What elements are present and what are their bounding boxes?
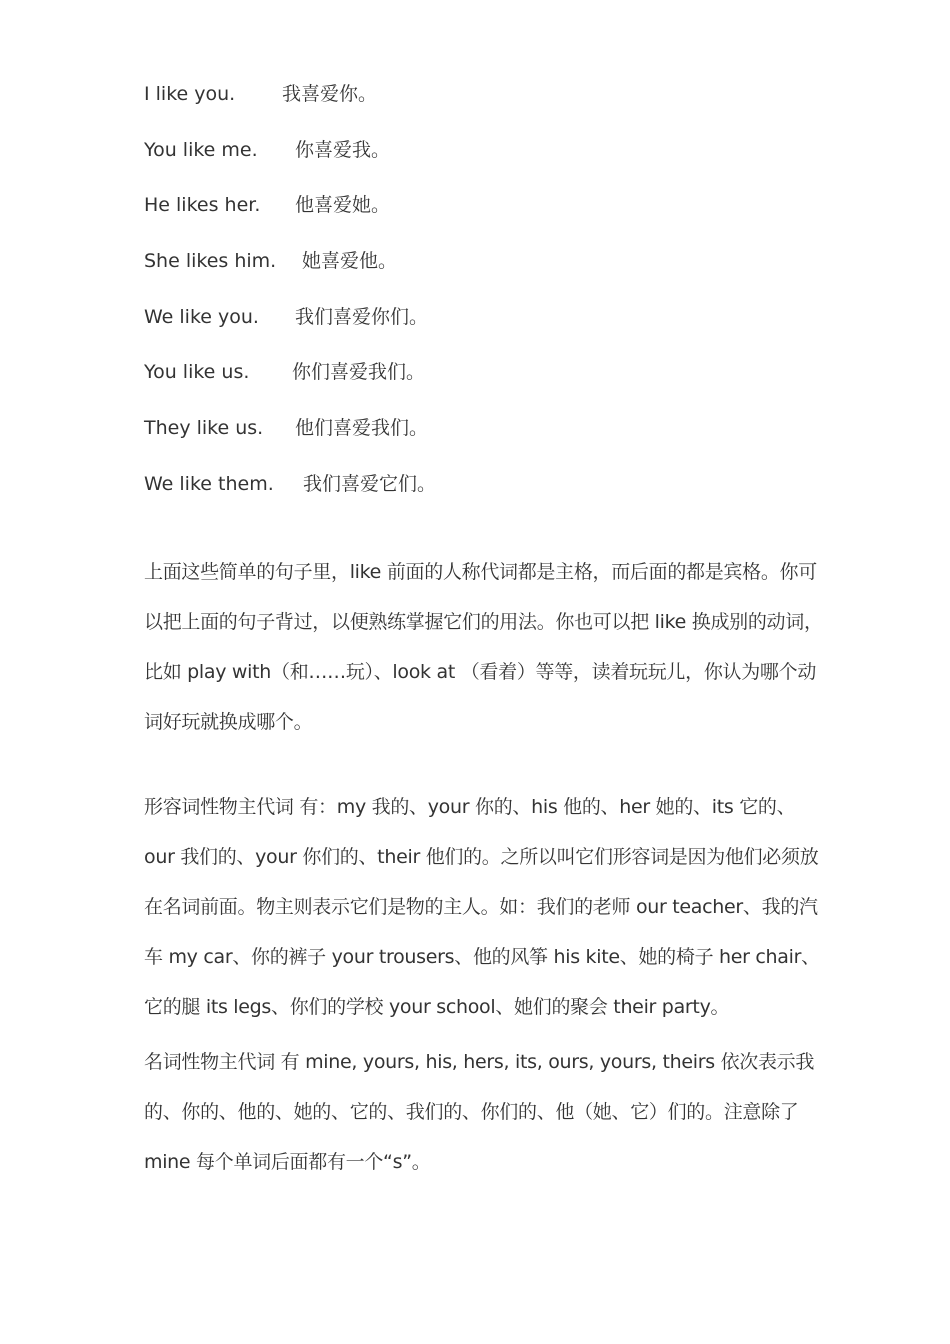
english-sentence: He likes her. xyxy=(144,194,261,217)
example-sentence xyxy=(144,356,824,412)
example-sentence xyxy=(144,245,824,301)
adjective-possessive-paragraph: 形容词性物主代词 有：my 我的、your 你的、his 他的、her 她的、its 它的、our 我们的、your 你们的、their 他们的。之所以叫它们形容词是因为他们必须放在名词前面。物主则表示它们是物的主人。如：我们的老师 our teacher、我的汽车 my car、你的裤子 your trousers、他的风筝 his kite、她的椅子 her chair、它的腿 its legs、你们的学校 your school、她们的聚会 their party。 xyxy=(144,796,820,1018)
chinese-translation: 他们喜爱我们。 xyxy=(295,417,429,440)
example-sentence xyxy=(144,301,824,357)
chinese-translation: 我喜爱你。 xyxy=(282,83,378,105)
english-sentence: She likes him. xyxy=(144,250,277,273)
chinese-translation: 他喜爱她。 xyxy=(295,194,391,217)
chinese-translation: 你们喜爱我们。 xyxy=(292,361,426,384)
english-sentence: You like us. xyxy=(144,361,250,384)
english-sentence: We like you. xyxy=(144,305,259,328)
chinese-translation: 我们喜爱你们。 xyxy=(295,305,429,328)
example-sentence xyxy=(144,78,824,134)
english-sentence: You like me. xyxy=(144,138,258,161)
example-sentence xyxy=(144,468,824,524)
chinese-translation: 她喜爱他。 xyxy=(302,250,398,273)
example-sentence xyxy=(144,189,824,245)
english-sentence: We like them. xyxy=(144,472,274,495)
chinese-translation: 你喜爱我。 xyxy=(295,138,391,161)
noun-possessive-paragraph: 名词性物主代词 有 mine, yours, his, hers, its, ours, yours, theirs 依次表示我的、你的、他的、她的、它的、我们的、你们的、他（她、它）们的。注意除了 mine 每个单词后面都有一个“s”。 xyxy=(144,1051,815,1173)
example-sentence xyxy=(144,412,824,468)
english-sentence: I like you. xyxy=(144,83,236,105)
chinese-translation: 我们喜爱它们。 xyxy=(303,472,437,495)
example-sentence xyxy=(144,134,824,190)
english-sentence: They like us. xyxy=(144,417,264,440)
example-sentence-list xyxy=(144,78,824,524)
like-usage-paragraph: 上面这些简单的句子里，like 前面的人称代词都是主格，而后面的都是宾格。你可以把上面的句子背过，以便熟练掌握它们的用法。你也可以把 like 换成别的动词，比如 play with（和……玩）、look at （看着）等等，读着玩玩儿，你认为哪个动词好玩就换成哪个。 xyxy=(144,561,823,733)
